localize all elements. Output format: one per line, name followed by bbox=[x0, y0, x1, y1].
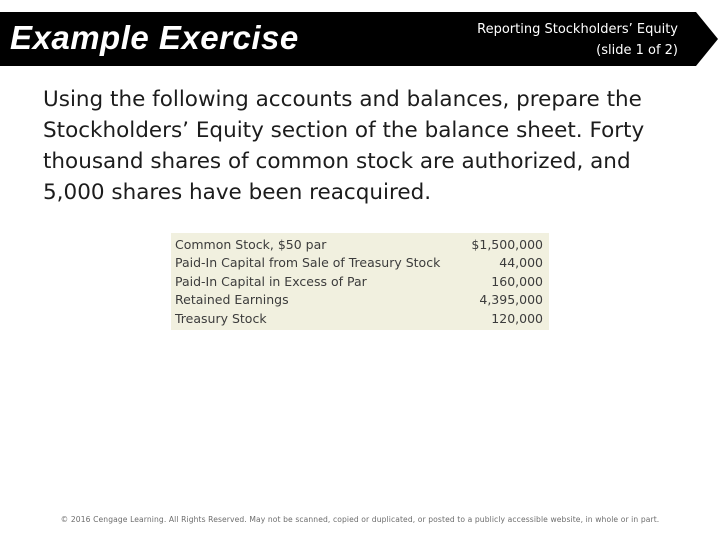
header-arrow-shape bbox=[696, 12, 718, 66]
table-row bbox=[175, 236, 543, 254]
copyright-footer: © 2016 Cengage Learning. All Rights Reserved. May not be scanned, copied or duplicated, or posted to a publicly accessible website, in whole or in part. bbox=[60, 515, 660, 524]
account-name: Paid-In Capital from Sale of Treasury Stock bbox=[175, 255, 441, 271]
account-amount: 120,000 bbox=[491, 310, 543, 326]
subtitle-topic: Reporting Stockholders’ Equity bbox=[477, 22, 678, 37]
account-name: Retained Earnings bbox=[175, 292, 289, 308]
accounts-table bbox=[171, 233, 549, 330]
table-row bbox=[175, 291, 543, 309]
account-name: Paid-In Capital in Excess of Par bbox=[175, 273, 367, 289]
account-amount: 160,000 bbox=[491, 273, 543, 289]
account-name: Treasury Stock bbox=[175, 310, 267, 326]
slide-title: Example Exercise bbox=[10, 19, 299, 56]
slide-header bbox=[0, 12, 720, 66]
account-amount: 44,000 bbox=[499, 255, 543, 271]
table-row bbox=[175, 273, 543, 291]
subtitle-slide-number: (slide 1 of 2) bbox=[596, 43, 678, 58]
slide-subtitle bbox=[378, 19, 678, 61]
account-name: Common Stock, $50 par bbox=[175, 237, 327, 252]
exercise-instructions: Using the following accounts and balances, prepare the Stockholders’ Equity section of the balance sheet. Forty thousand shares of common stock are authorized, and 5,000 shares have been reacquired. bbox=[43, 87, 645, 205]
table-row bbox=[175, 254, 543, 272]
account-amount: 4,395,000 bbox=[479, 292, 543, 308]
account-amount: $1,500,000 bbox=[471, 237, 543, 252]
table-row bbox=[175, 310, 543, 328]
